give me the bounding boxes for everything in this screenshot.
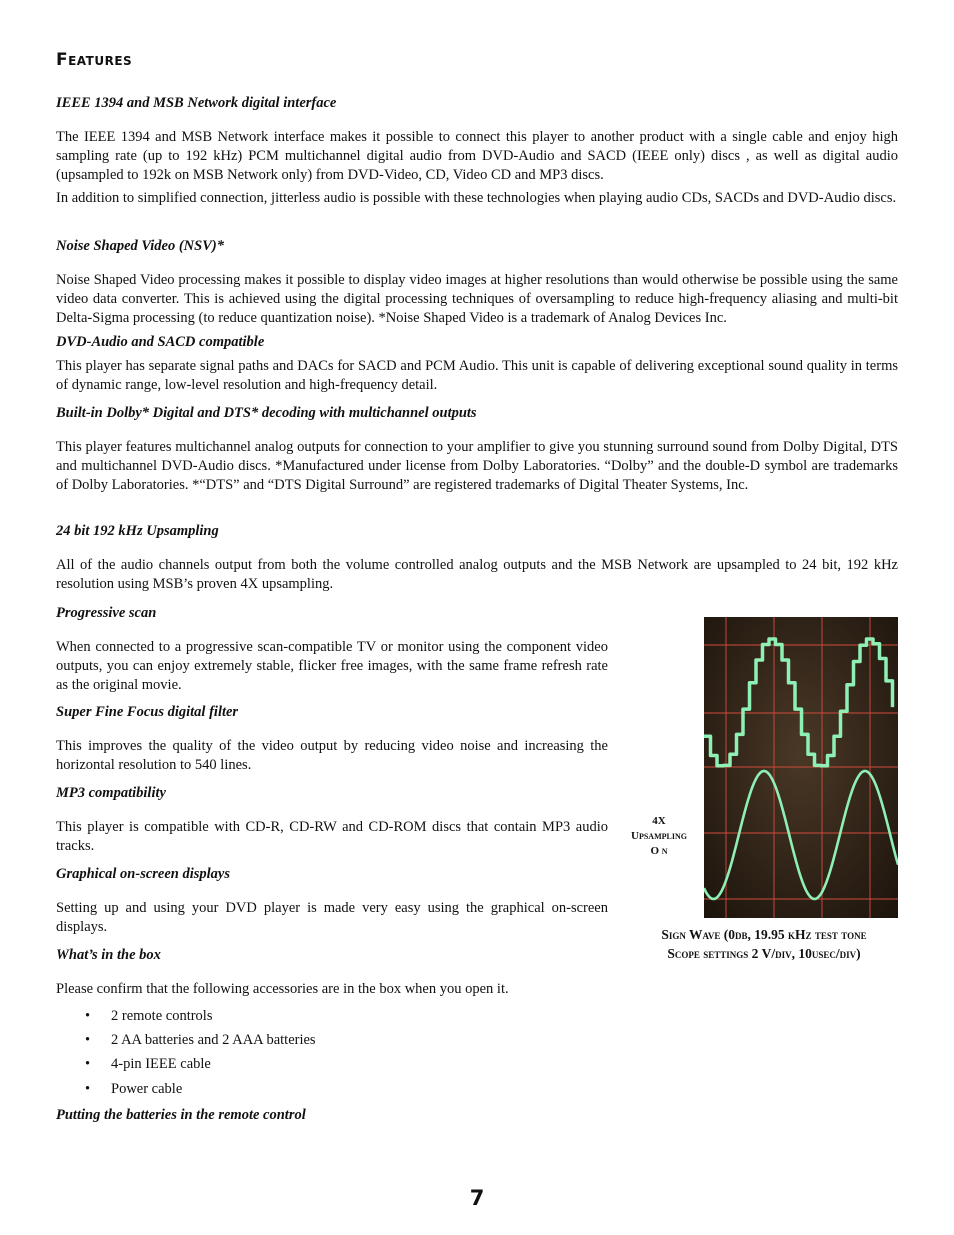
paragraph: Please confirm that the following accessories are in the box when you open it. <box>56 981 509 997</box>
paragraph: This player features multichannel analog outputs for connection to your amplifier to give you stunning surround sound from Dolby Digital, DTS and multichannel DVD-Audio discs. *Manufactured under license from Dolby Laboratories. “Dolby” and the double-D symbol are trademarks of Dolby Laboratories. *“DTS” and “DTS Digital Surround” are registered trademarks of Digital Theater Systems, Inc. <box>56 439 898 493</box>
figure-caption: Sign Wave (0db, 19.95 kHz test tone Scope settings 2 V/div, 10usec/div) <box>661 927 867 961</box>
section-noise-shaped-video <box>56 237 898 332</box>
section-heading: Progressive scan <box>56 605 157 621</box>
paragraph: When connected to a progressive scan-compatible TV or monitor using the component video outputs, you can enjoy extremely stable, flicker free images, with the same frame refresh rate as the original movie. <box>56 639 608 693</box>
section-batteries <box>56 1106 898 1140</box>
list-item: • 4-pin IEEE cable <box>85 1052 898 1076</box>
paragraph: Noise Shaped Video processing makes it possible to display video images at higher resolutions than would otherwise be possible using the same video data converter. This is achieved using the digital processing techniques of oversampling to reduce high-frequency aliasing and multi-bit Delta-Sigma processing (to reduce quantization noise). *Noise Shaped Video is a trademark of Analog Devices Inc. <box>56 272 898 326</box>
paragraph: This player is compatible with CD-R, CD-RW and CD-ROM discs that contain MP3 audio tracks. <box>56 819 608 854</box>
paragraph: In addition to simplified connection, jitterless audio is possible with these technologies when playing audio CDs, SACDs and DVD-Audio discs. <box>56 190 897 207</box>
section-upsampling <box>56 522 898 599</box>
page-title: Features <box>56 50 133 70</box>
section-heading: DVD-Audio and SACD compatible <box>56 334 265 350</box>
paragraph: All of the audio channels output from both the volume controlled analog outputs and the MSB Network are upsampled to 24 bit, 192 kHz resolution using MSB’s proven 4X upsampling. <box>56 557 898 592</box>
paragraph: This player has separate signal paths and DACs for SACD and PCM Audio. This unit is capable of delivering exceptional sound quality in terms of dynamic range, low-level resolution and high-frequency detail. <box>56 358 898 393</box>
section-heading: Built-in Dolby* Digital and DTS* decoding with multichannel outputs <box>56 405 477 421</box>
section-dvd-audio-sacd <box>56 333 898 400</box>
paragraph: This improves the quality of the video output by reducing video noise and increasing the horizontal resolution to 540 lines. <box>56 738 608 773</box>
section-heading: MP3 compatibility <box>56 785 166 801</box>
section-heading: Super Fine Focus digital filter <box>56 704 239 720</box>
page-number: 7 <box>469 1186 485 1210</box>
section-whats-in-the-box <box>56 946 898 1101</box>
list-item: • 2 AA batteries and 2 AAA batteries <box>85 1028 898 1052</box>
figure-side-label: 4X Upsampling O n <box>631 815 687 857</box>
section-heading: IEEE 1394 and MSB Network digital interface <box>56 95 337 111</box>
section-on-screen-displays <box>56 865 608 942</box>
section-progressive-scan <box>56 604 608 699</box>
paragraph: Setting up and using your DVD player is made very easy using the graphical on-screen displays. <box>56 900 608 935</box>
section-super-fine-focus <box>56 703 608 780</box>
section-heading: 24 bit 192 kHz Upsampling <box>56 523 219 539</box>
section-dolby-dts <box>56 404 898 499</box>
list-item: • 2 remote controls <box>85 1004 898 1028</box>
section-heading: Noise Shaped Video (NSV)* <box>56 238 224 254</box>
section-ieee-1394 <box>56 94 898 213</box>
oscilloscope-photo <box>704 617 898 918</box>
accessory-list <box>56 1004 898 1101</box>
list-item: • Power cable <box>85 1077 898 1101</box>
oscilloscope-image <box>704 617 898 918</box>
section-heading: Putting the batteries in the remote control <box>56 1107 306 1123</box>
paragraph: The IEEE 1394 and MSB Network interface makes it possible to connect this player to another product with a single cable and enjoy high sampling rate (up to 192 kHz) PCM multichannel digital audio from DVD-Audio and SACD (IEEE only) discs , as well as digital audio (upsampled to 192k on MSB Network only) from DVD-Video, CD, Video CD and MP3 discs. <box>56 129 898 183</box>
section-heading: What’s in the box <box>56 947 161 963</box>
section-mp3 <box>56 784 608 861</box>
section-heading: Graphical on-screen displays <box>56 866 230 882</box>
